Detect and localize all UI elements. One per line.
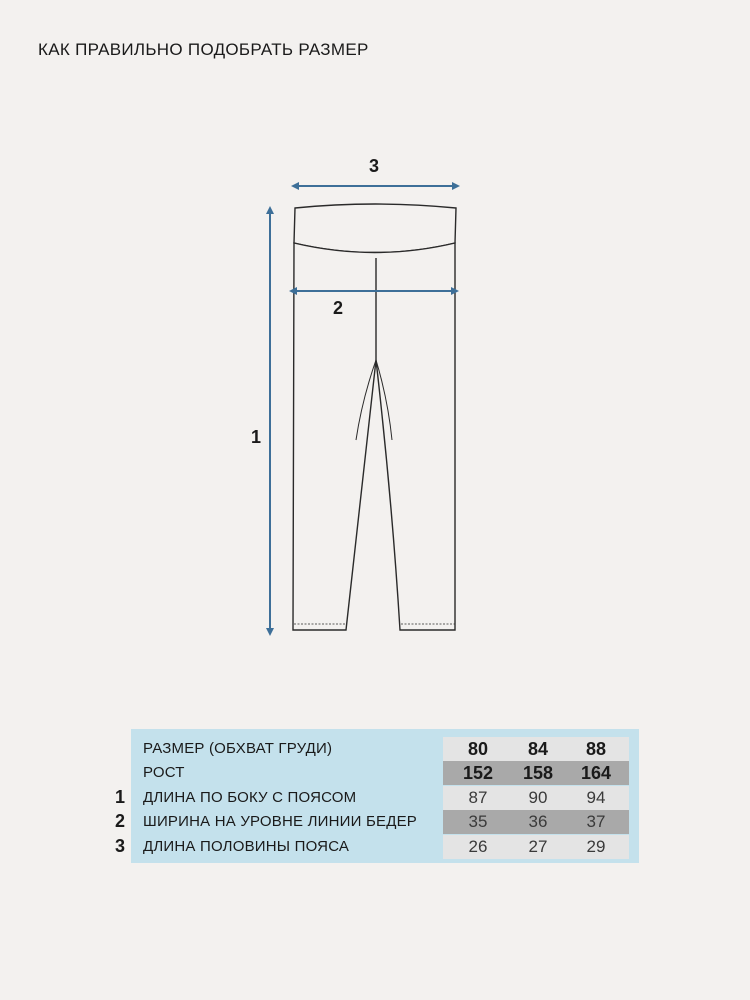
table-cell: 94 (586, 788, 606, 807)
row-label: РОСТ (143, 764, 185, 781)
row-values (443, 737, 629, 761)
table-cell: 27 (528, 837, 548, 856)
table-cell: 152 (462, 763, 494, 783)
table-row (131, 835, 639, 859)
table-cell: 29 (586, 837, 606, 856)
table-cell: 90 (528, 788, 548, 807)
row-values (443, 835, 629, 859)
size-table (131, 729, 639, 863)
row-number: 2 (114, 811, 125, 831)
row-number: 1 (114, 787, 125, 807)
leggings-outline (293, 204, 456, 630)
row-label: ДЛИНА ПО БОКУ С ПОЯСОМ (143, 789, 357, 806)
table-cell: 35 (468, 812, 488, 831)
row-values (443, 810, 629, 834)
table-row (131, 810, 639, 834)
row-values (443, 761, 629, 785)
page-title: КАК ПРАВИЛЬНО ПОДОБРАТЬ РАЗМЕР (38, 40, 369, 59)
table-row (131, 737, 639, 761)
table-cell: 26 (468, 837, 488, 856)
table-row (131, 786, 639, 810)
table-cell: 84 (527, 739, 549, 759)
row-label: РАЗМЕР (ОБХВАТ ГРУДИ) (143, 740, 333, 757)
dim-label-2: 2 (333, 298, 344, 318)
row-label: ДЛИНА ПОЛОВИНЫ ПОЯСА (143, 838, 350, 855)
table-cell: 164 (580, 763, 612, 783)
table-cell: 88 (585, 739, 607, 759)
row-values (443, 786, 629, 810)
table-cell: 80 (467, 739, 489, 759)
dim-label-1: 1 (251, 427, 262, 447)
table-cell: 87 (468, 788, 488, 807)
table-cell: 158 (522, 763, 554, 783)
row-label: ШИРИНА НА УРОВНЕ ЛИНИИ БЕДЕР (143, 813, 418, 830)
row-number: 3 (114, 836, 125, 856)
table-cell: 37 (586, 812, 606, 831)
table-cell: 36 (528, 812, 548, 831)
dim-label-3: 3 (369, 156, 380, 176)
table-row (131, 761, 639, 785)
